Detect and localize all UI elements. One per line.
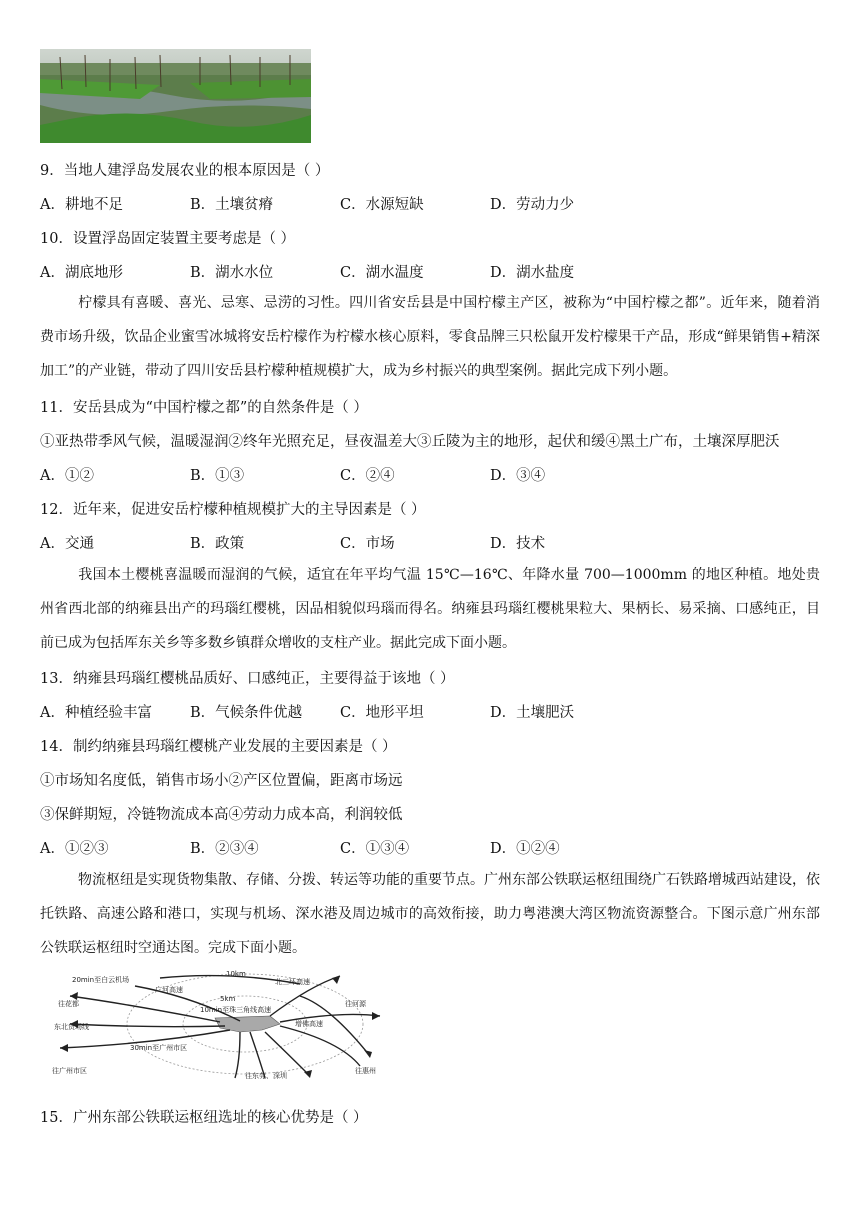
map-label-huizhou: 往惠州 — [355, 1067, 376, 1075]
map-label-airport: 20min至白云机场 — [72, 976, 130, 984]
map-label-5km: 5km — [220, 995, 236, 1003]
passage-lemon — [40, 287, 820, 388]
map-label-guangzhou-city: 往广州市区 — [52, 1067, 87, 1075]
map-label-heyuan: 往河源 — [345, 1000, 366, 1008]
map-label-huadu: 往花都 — [58, 1000, 79, 1008]
q11-option-d: D．③④ — [490, 468, 546, 484]
question-14-items-1: ①市场知名度低，销售市场小②产区位置偏，距离市场远 — [40, 773, 403, 789]
q13-option-d: D．土壤肥沃 — [490, 705, 575, 721]
passage-lemon-text: 柠檬具有喜暖、喜光、忌寒、忌涝的习性。四川省安岳县是中国柠檬主产区，被称为“中国柠檬之都”。近年来，随着消费市场升级，饮品企业蜜雪冰城将安岳柠檬作为柠檬水核心原料，零食品牌三只松鼠开发柠檬果干产品，形成“鲜果销售+精深加工”的产业链，带动了四川安岳县柠檬种植规模扩大，成为乡村振兴的典型案例。据此完成下列小题。 — [40, 295, 820, 379]
question-13-stem: 13．纳雍县玛瑙红樱桃品质好、口感纯正，主要得益于该地（ ） — [40, 671, 455, 687]
q13-option-c: C．地形平坦 — [340, 705, 424, 721]
q10-option-c: C．湖水温度 — [340, 265, 424, 281]
question-9-stem: 9．当地人建浮岛发展农业的根本原因是（ ） — [40, 163, 330, 179]
map-label-guangshan: 广河高速 — [155, 986, 183, 994]
question-11-items: ①亚热带季风气候，温暖湿润②终年光照充足，昼夜温差大③丘陵为主的地形，起伏和缓④黑土广布，土壤深厚肥沃 — [40, 434, 780, 450]
question-11-stem: 11．安岳县成为“中国柠檬之都”的自然条件是（ ） — [40, 400, 368, 416]
q9-option-c: C．水源短缺 — [340, 197, 424, 213]
q13-option-b: B．气候条件优越 — [190, 705, 303, 721]
floating-island-farm-photo — [40, 49, 311, 143]
passage-logistics — [40, 864, 820, 965]
map-label-10km: 10km — [226, 970, 246, 978]
question-14-items-2: ③保鲜期短，冷链物流成本高④劳动力成本高，利润较低 — [40, 807, 403, 823]
q9-option-d: D．劳动力少 — [490, 197, 575, 213]
map-label-dongbei: 东北货场线 — [54, 1023, 89, 1031]
q11-option-b: B．①③ — [190, 468, 245, 484]
question-14-stem: 14．制约纳雍县玛瑙红樱桃产业发展的主要因素是（ ） — [40, 739, 397, 755]
q14-option-c: C．①③④ — [340, 841, 410, 857]
q10-option-a: A．湖底地形 — [40, 265, 123, 281]
passage-cherry — [40, 559, 820, 660]
map-label-dongguan: 往东莞、深圳 — [245, 1072, 287, 1080]
passage-cherry-text: 我国本土樱桃喜温暖而湿润的气候，适宜在年平均气温 15℃—16℃、年降水量 700—1000mm 的地区种植。地处贵州省西北部的纳雍县出产的玛瑙红樱桃，因品相貌似玛瑙而得名。纳雍县玛瑙红樱桃果粒大、果柄长、易采摘、口感纯正，目前已成为包括厍东关乡等多数乡镇群众增收的支柱产业。据此完成下面小题。 — [40, 567, 820, 651]
q9-option-a: A．耕地不足 — [40, 197, 123, 213]
q14-option-a: A．①②③ — [40, 841, 109, 857]
q12-option-d: D．技术 — [490, 536, 546, 552]
q12-option-c: C．市场 — [340, 536, 395, 552]
q10-option-b: B．湖水水位 — [190, 265, 274, 281]
q11-option-a: A．①② — [40, 468, 94, 484]
question-15-stem: 15．广州东部公铁联运枢纽选址的核心优势是（ ） — [40, 1110, 368, 1126]
question-12-stem: 12．近年来，促进安岳柠檬种植规模扩大的主导因素是（ ） — [40, 502, 426, 518]
map-label-10min: 10min至珠三角线高速 — [200, 1006, 272, 1014]
passage-logistics-text: 物流枢纽是实现货物集散、存储、分拨、转运等功能的重要节点。广州东部公铁联运枢纽围绕广石铁路增城西站建设，依托铁路、高速公路和港口，实现与机场、深水港及周边城市的高效衔接，助力粤港澳大湾区物流资源整合。下图示意广州东部公铁联运枢纽时空通达图。完成下面小题。 — [40, 872, 820, 956]
map-label-30min: 30min至广州市区 — [130, 1044, 188, 1052]
q10-option-d: D．湖水盐度 — [490, 265, 575, 281]
q12-option-a: A．交通 — [40, 536, 94, 552]
q13-option-a: A．种植经验丰富 — [40, 705, 152, 721]
logistics-hub-access-map — [40, 966, 415, 1081]
question-10-stem: 10．设置浮岛固定装置主要考虑是（ ） — [40, 231, 296, 247]
map-label-zengfo: 增佛高速 — [295, 1020, 323, 1028]
q12-option-b: B．政策 — [190, 536, 245, 552]
map-label-ring: 北三环高速 — [275, 978, 310, 986]
q14-option-b: B．②③④ — [190, 841, 259, 857]
q11-option-c: C．②④ — [340, 468, 395, 484]
q9-option-b: B．土壤贫瘠 — [190, 197, 274, 213]
q14-option-d: D．①②④ — [490, 841, 560, 857]
